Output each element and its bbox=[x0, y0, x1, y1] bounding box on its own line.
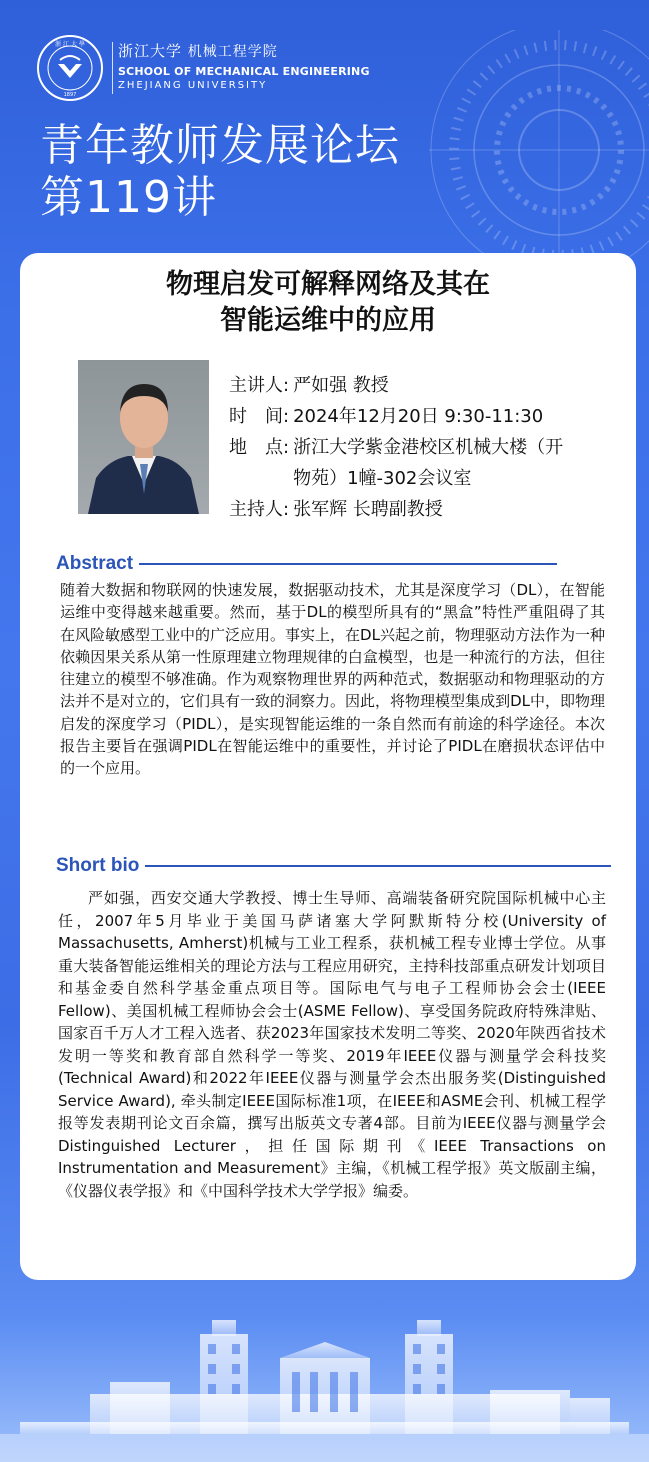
bio-heading-line bbox=[145, 865, 611, 867]
place-line1: 浙江大学紫金港校区机械大楼（开 bbox=[293, 437, 564, 458]
speaker-photo bbox=[78, 360, 209, 514]
place-row bbox=[229, 432, 563, 494]
abstract-text: 随着大数据和物联网的快速发展，数据驱动技术，尤其是深度学习（DL），在智能运维中变得越来越重要。然而，基于DL的模型所具有的“黑盒”特性严重阻碍了其在风险敏感型工业中的广泛应用。事实上，在DL兴起之前，物理驱动方法作为一种依赖因果关系从第一性原理建立物理规律的白盒模型，也是一种流行的方法，但往往建立的模型不够准确。作为观察物理世界的两种范式，数据驱动和物理驱动的方法并不是对立的，它们具有一致的洞察力。因此，将物理模型集成到DL中，即物理启发的深度学习（PIDL），是实现智能运维的一条自然而有前途的科学途径。本次报告主要旨在强调PIDL在智能运维中的重要性，并讨论了PIDL在磨损状态评估中的一个应用。 bbox=[60, 581, 605, 778]
time-value: 2024年12月20日 9:30-11:30 bbox=[293, 406, 544, 427]
host-value: 张军辉 长聘副教授 bbox=[293, 499, 443, 520]
school-cn: 浙江大学 bbox=[118, 42, 183, 60]
speaker-row bbox=[229, 370, 563, 401]
bio-heading-text: Short bio bbox=[56, 855, 140, 876]
place-line2: 物苑）1幢-302会议室 bbox=[293, 468, 472, 489]
school-brand bbox=[118, 40, 370, 91]
zju-logo bbox=[36, 34, 104, 102]
svg-text:浙 江 大 學: 浙 江 大 學 bbox=[55, 41, 85, 48]
forum-title bbox=[40, 120, 400, 224]
svg-text:1897: 1897 bbox=[63, 92, 77, 98]
content-card bbox=[20, 253, 636, 1280]
speaker-label: 主讲人: bbox=[229, 375, 290, 396]
speaker-value: 严如强 教授 bbox=[293, 375, 389, 396]
time-label: 时 间: bbox=[229, 406, 290, 427]
bio-text: 严如强，西安交通大学教授、博士生导师、高端装备研究院国际机械中心主任，2007年5月毕业于美国马萨诸塞大学阿默斯特分校(University of Massachusetts, Amherst)机械与工业工程系，获机械工程专业博士学位。从事重大装备智能运维相关的理论方法与工程应用研究，主持科技部重点研发计划项目和基金委自然科学基金重点项目等。国际电气与电子工程师协会会士(IEEE Fellow)、美国机械工程师协会会士(ASME Fellow)、享受国务院政府特殊津贴、国家百千万人才工程入选者、获2023年国家技术发明二等奖、2020年陕西省技术发明一等奖和教育部自然科学一等奖、2019年IEEE仪器与测量学会科技奖(Technical Award)和2022年IEEE仪器与测量学会杰出服务奖(Distinguished Service Award), 牵头制定IEEE国际标准1项，在IEEE和ASME会刊、机械工程学报等发表期刊论文百余篇，撰写出版英文专著4部。目前为IEEE仪器与测量学会Distinguished Lecturer，担任国际期刊《IEEE Transactions on Instrumentation and Measurement》主编，《机械工程学报》英文版副主编，《仪器仪表学报》和《中国科学技术大学学报》编委。 bbox=[58, 889, 606, 1200]
abstract-heading-text: Abstract bbox=[56, 553, 134, 574]
school-name-en: SCHOOL OF MECHANICAL ENGINEERING bbox=[118, 65, 370, 78]
place-label: 地 点: bbox=[229, 437, 290, 458]
brand-divider bbox=[112, 42, 113, 94]
talk-title bbox=[20, 267, 636, 339]
bio-heading bbox=[56, 855, 611, 877]
abstract-heading-line bbox=[139, 563, 557, 565]
host-label: 主持人: bbox=[229, 499, 290, 520]
university-name-en: ZHEJIANG UNIVERSITY bbox=[118, 80, 268, 91]
forum-lecture-number: 第119讲 bbox=[40, 172, 217, 223]
dept-cn: 机械工程学院 bbox=[187, 44, 278, 60]
campus-building-illustration bbox=[0, 1272, 649, 1462]
host-row bbox=[229, 494, 563, 525]
abstract-heading bbox=[56, 553, 557, 575]
place-value bbox=[293, 432, 563, 494]
forum-title-line1: 青年教师发展论坛 bbox=[40, 120, 400, 171]
school-name-cn bbox=[118, 40, 370, 61]
talk-info bbox=[229, 370, 563, 525]
talk-title-line1: 物理启发可解释网络及其在 bbox=[166, 269, 490, 300]
time-row bbox=[229, 401, 563, 432]
talk-title-line2: 智能运维中的应用 bbox=[220, 305, 436, 336]
